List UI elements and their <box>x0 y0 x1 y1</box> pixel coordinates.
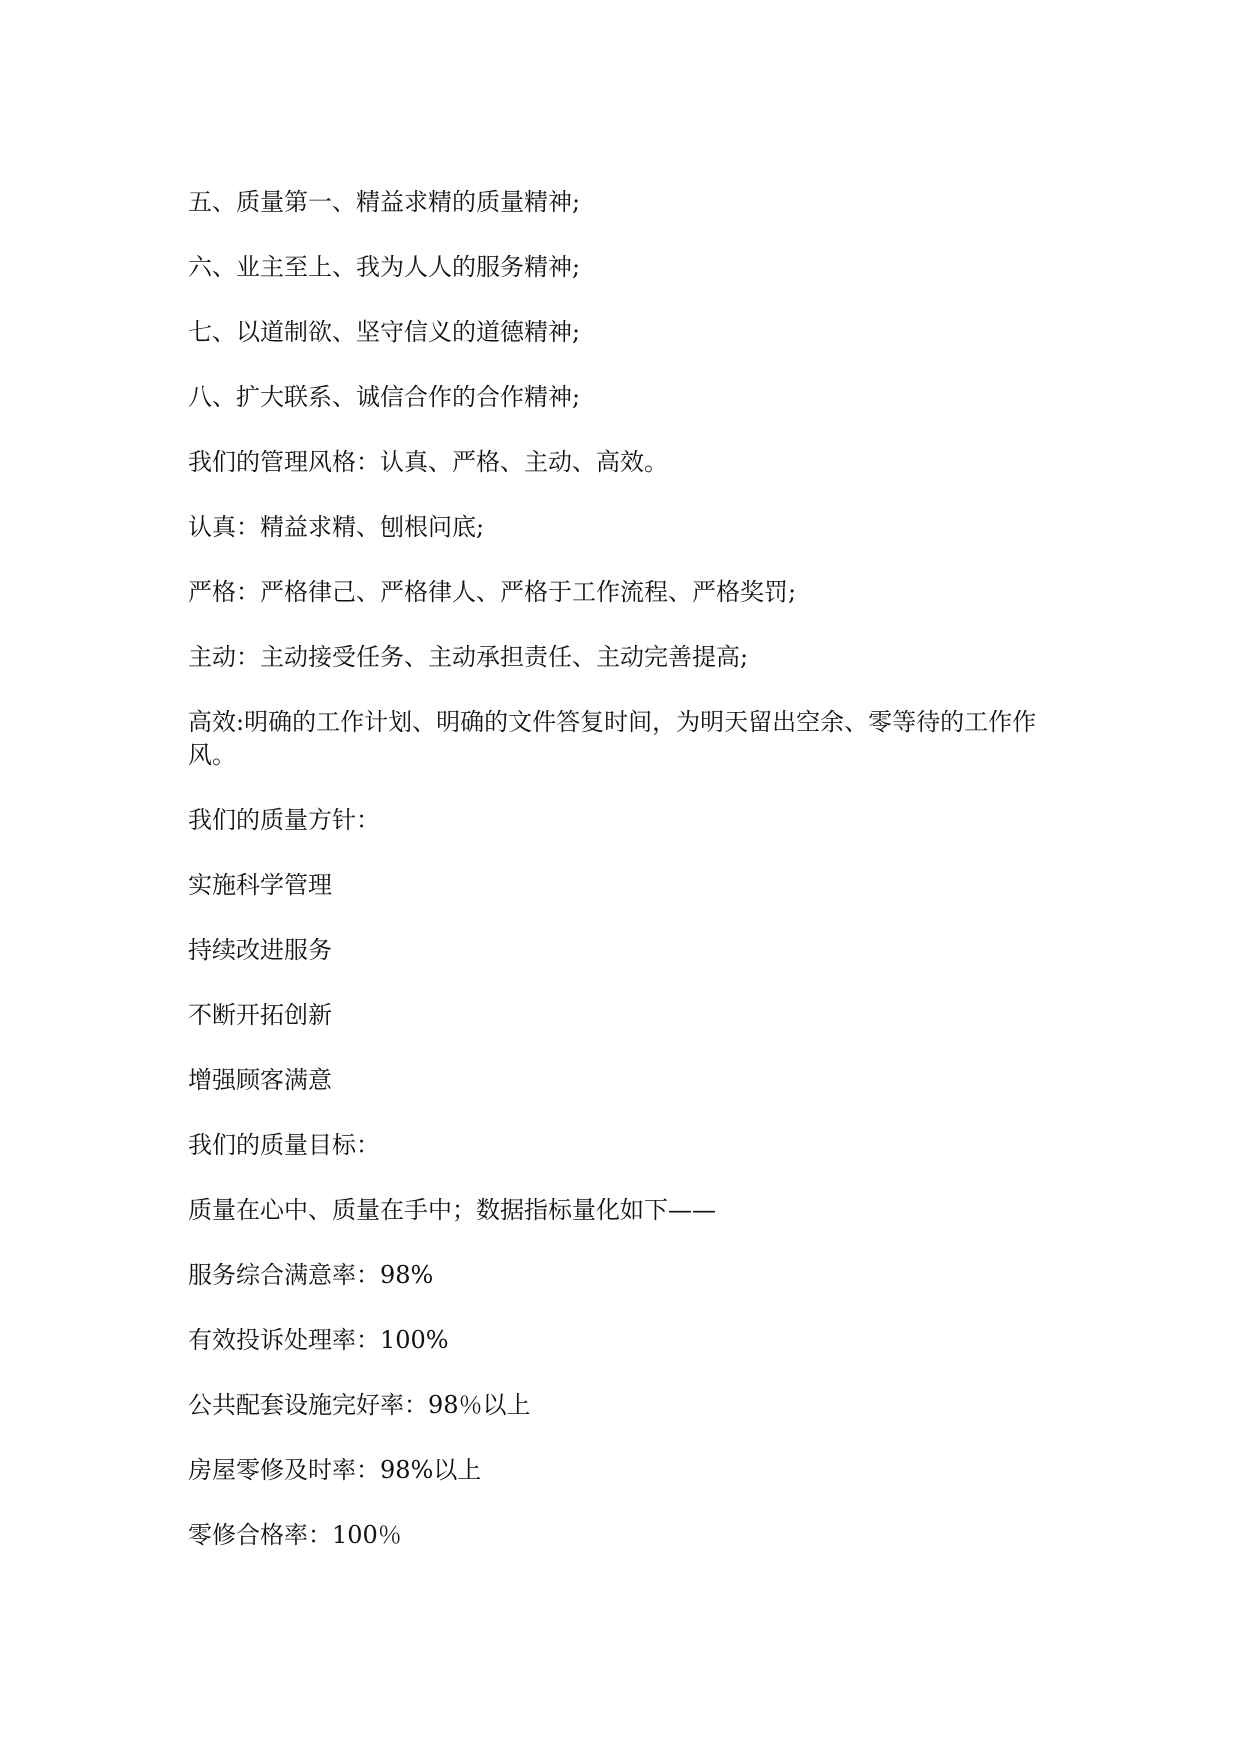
paragraph-policy-2: 持续改进服务 <box>188 936 332 964</box>
paragraph-policy-3: 不断开拓创新 <box>188 1001 332 1029</box>
paragraph-policy-4: 增强顾客满意 <box>188 1066 332 1094</box>
paragraph-goal-repair-quality: 零修合格率：100％ <box>188 1521 402 1549</box>
paragraph-strict: 严格：严格律己、严格律人、严格于工作流程、严格奖罚; <box>188 578 797 606</box>
paragraph-goals-intro: 质量在心中、质量在手中；数据指标量化如下—— <box>188 1196 716 1224</box>
paragraph-proactive: 主动：主动接受任务、主动承担责任、主动完善提高; <box>188 643 749 671</box>
paragraph-spirit-7: 七、以道制欲、坚守信义的道德精神; <box>188 318 581 346</box>
paragraph-management-style: 我们的管理风格：认真、严格、主动、高效。 <box>188 448 668 476</box>
paragraph-spirit-8: 八、扩大联系、诚信合作的合作精神; <box>188 383 581 411</box>
paragraph-goal-repair-timely: 房屋零修及时率：98%以上 <box>188 1456 482 1484</box>
paragraph-efficient: 高效:明确的工作计划、明确的文件答复时间，为明天留出空余、零等待的工作作风。 <box>188 708 1037 769</box>
paragraph-goal-satisfaction: 服务综合满意率：98% <box>188 1261 434 1289</box>
paragraph-goal-complaint: 有效投诉处理率：100% <box>188 1326 449 1354</box>
paragraph-serious: 认真：精益求精、刨根问底; <box>188 513 485 541</box>
paragraph-spirit-6: 六、业主至上、我为人人的服务精神; <box>188 253 581 281</box>
paragraph-policy-1: 实施科学管理 <box>188 871 332 899</box>
paragraph-goal-facilities: 公共配套设施完好率：98％以上 <box>188 1391 531 1419</box>
document-body <box>188 186 1068 1584</box>
paragraph-quality-policy-heading: 我们的质量方针： <box>188 806 380 834</box>
paragraph-quality-goals-heading: 我们的质量目标： <box>188 1131 380 1159</box>
paragraph-spirit-5: 五、质量第一、精益求精的质量精神; <box>188 188 581 216</box>
